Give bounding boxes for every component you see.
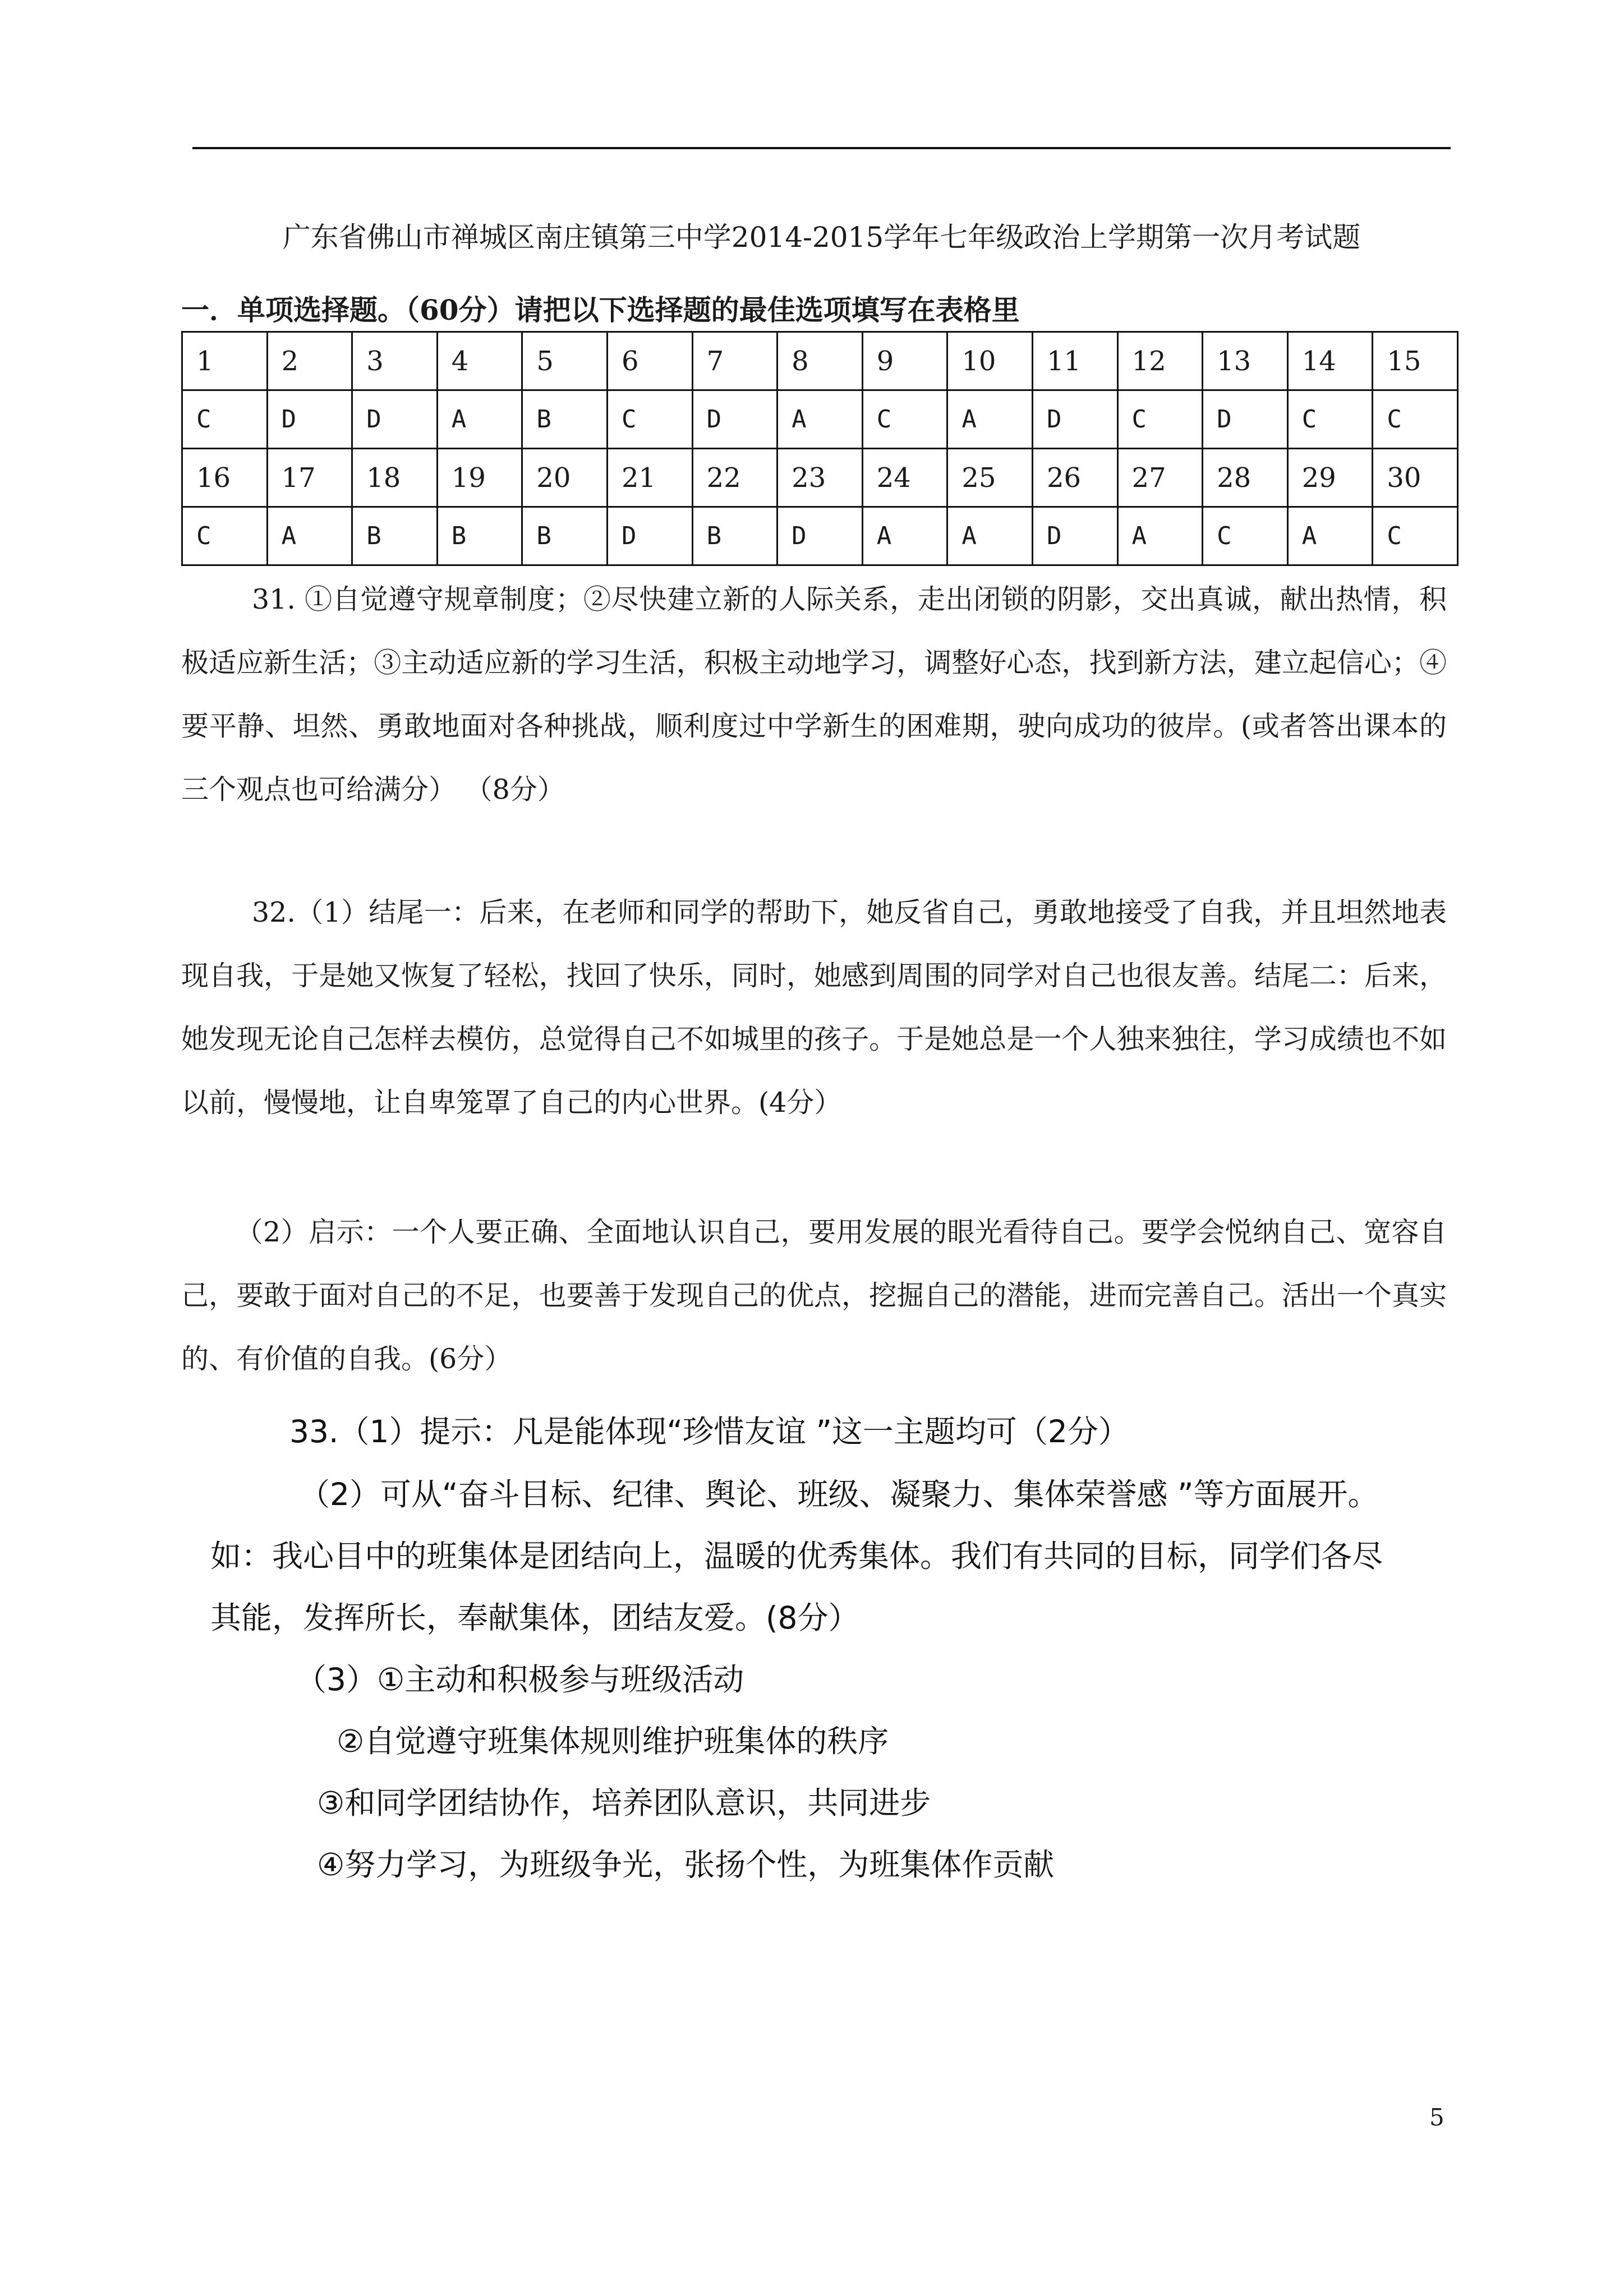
answer-cell: D [1032, 507, 1117, 565]
question-number-cell: 22 [692, 449, 778, 507]
answer-cell: B [522, 507, 608, 565]
answer-cell: C [862, 390, 947, 449]
table-row [182, 390, 1458, 449]
answer-cell: A [778, 390, 863, 449]
answer-cell: B [352, 507, 438, 565]
question-number-cell: 28 [1203, 449, 1288, 507]
answer-cell: A [437, 390, 522, 449]
answer-cell: D [1032, 390, 1117, 449]
question-number-cell: 16 [182, 449, 268, 507]
answer-cell: C [1373, 390, 1458, 449]
answer-cell: D [267, 390, 352, 449]
table-row [182, 507, 1458, 565]
answer-33-line4: 其能，发挥所长，奉献集体，团结友爱。(8分） [210, 1600, 859, 1636]
section-heading: 一．单项选择题。（60分）请把以下选择题的最佳选项填写在表格里 [181, 293, 1020, 326]
answer-cell: A [947, 390, 1033, 449]
question-number-cell: 23 [778, 449, 863, 507]
question-number-cell: 8 [778, 332, 863, 390]
question-number-cell: 1 [182, 332, 268, 390]
answer-33-line8: ④努力学习，为班级争光，张扬个性，为班集体作贡献 [317, 1847, 1055, 1883]
page-number: 5 [1429, 2104, 1444, 2131]
answer-32-part2-text: （2）启示：一个人要正确、全面地认识自己，要用发展的眼光看待自己。要学会悦纳自己、宽容自己，要敢于面对自己的不足，也要善于发现自己的优点，挖掘自己的潜能，进而完善自己。活出一个真实的、有价值的自我。(6分） [181, 1216, 1447, 1375]
answer-cell: A [267, 507, 352, 565]
question-number-cell: 4 [437, 332, 522, 390]
answer-cell: C [182, 507, 268, 565]
answer-cell: D [352, 390, 438, 449]
answer-33-line7: ③和同学团结协作，培养团队意识，共同进步 [317, 1785, 931, 1821]
answer-cell: C [1203, 507, 1288, 565]
answer-cell: D [1203, 390, 1288, 449]
answer-33-line2: （2）可从“奋斗目标、纪律、舆论、班级、凝聚力、集体荣誉感 ”等方面展开。 [299, 1476, 1379, 1512]
question-number-cell: 11 [1032, 332, 1117, 390]
answer-cell: C [1373, 507, 1458, 565]
question-number-cell: 3 [352, 332, 438, 390]
question-number-cell: 30 [1373, 449, 1458, 507]
answer-33-line3: 如：我心目中的班集体是团结向上，温暖的优秀集体。我们有共同的目标，同学们各尽 [210, 1538, 1383, 1574]
answer-cell: C [607, 390, 692, 449]
answer-cell: D [692, 390, 778, 449]
answer-cell: D [778, 507, 863, 565]
answer-32-part1 [181, 881, 1447, 1134]
answer-cell: A [1117, 507, 1203, 565]
answer-cell: A [947, 507, 1033, 565]
answer-cell: B [437, 507, 522, 565]
question-number-cell: 10 [947, 332, 1033, 390]
question-number-cell: 26 [1032, 449, 1117, 507]
question-number-cell: 7 [692, 332, 778, 390]
question-number-cell: 19 [437, 449, 522, 507]
answer-cell: C [182, 390, 268, 449]
question-number-cell: 14 [1287, 332, 1373, 390]
answer-cell: A [862, 507, 947, 565]
question-number-cell: 6 [607, 332, 692, 390]
answer-31 [181, 568, 1447, 821]
question-number-cell: 25 [947, 449, 1033, 507]
question-number-cell: 2 [267, 332, 352, 390]
answer-cell: A [1287, 507, 1373, 565]
answer-33-line1: 33.（1）提示：凡是能体现“珍惜友谊 ”这一主题均可（2分） [289, 1414, 1129, 1450]
answer-table [181, 331, 1459, 566]
question-number-cell: 17 [267, 449, 352, 507]
question-number-cell: 21 [607, 449, 692, 507]
answer-32-part1-text: 32.（1）结尾一：后来，在老师和同学的帮助下，她反省自己，勇敢地接受了自我，并且坦然地表现自我，于是她又恢复了轻松，找回了快乐，同时，她感到周围的同学对自己也很友善。结尾二：后来，她发现无论自己怎样去模仿，总觉得自己不如城里的孩子。于是她总是一个人独来独往，学习成绩也不如以前，慢慢地，让自卑笼罩了自己的内心世界。(4分） [181, 896, 1447, 1119]
question-number-cell: 5 [522, 332, 608, 390]
answer-31-text: 31. ①自觉遵守规章制度；②尽快建立新的人际关系，走出闭锁的阴影，交出真诚，献出热情，积极适应新生活；③主动适应新的学习生活，积极主动地学习，调整好心态，找到新方法，建立起信心；④要平静、坦然、勇敢地面对各种挑战，顺利度过中学新生的困难期，驶向成功的彼岸。(或者答出课本的三个观点也可给满分） （8分） [181, 583, 1447, 806]
answer-33-line6: ②自觉遵守班集体规则维护班集体的秩序 [337, 1723, 889, 1759]
question-number-cell: 13 [1203, 332, 1288, 390]
answer-33-line5: （3）①主动和积极参与班级活动 [296, 1662, 744, 1697]
answer-32-part2 [181, 1200, 1447, 1391]
question-number-cell: 15 [1373, 332, 1458, 390]
question-number-cell: 12 [1117, 332, 1203, 390]
table-row [182, 449, 1458, 507]
answer-cell: C [1287, 390, 1373, 449]
question-number-cell: 24 [862, 449, 947, 507]
answer-cell: B [692, 507, 778, 565]
header-rule [192, 147, 1451, 149]
page-title: 广东省佛山市禅城区南庄镇第三中学2014-2015学年七年级政治上学期第一次月考试题 [282, 221, 1361, 254]
question-number-cell: 9 [862, 332, 947, 390]
answer-cell: B [522, 390, 608, 449]
question-number-cell: 29 [1287, 449, 1373, 507]
answer-cell: C [1117, 390, 1203, 449]
question-number-cell: 18 [352, 449, 438, 507]
table-row [182, 332, 1458, 390]
question-number-cell: 27 [1117, 449, 1203, 507]
question-number-cell: 20 [522, 449, 608, 507]
answer-cell: D [607, 507, 692, 565]
